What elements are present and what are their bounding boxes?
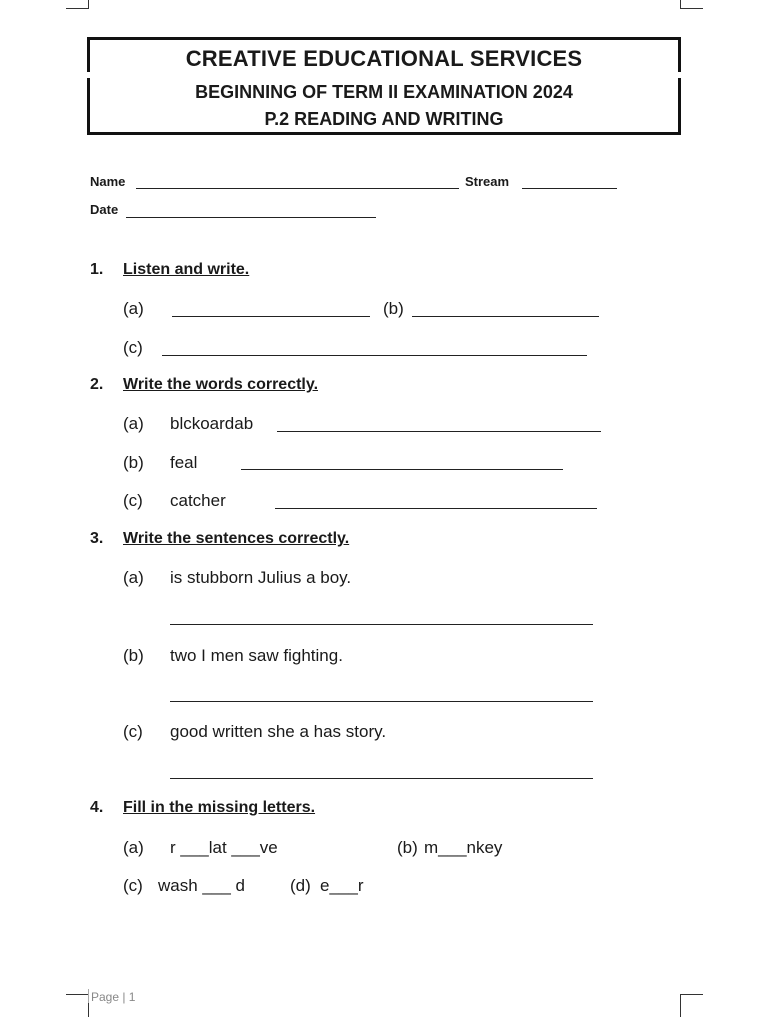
q1-b-answer-line[interactable]	[412, 316, 599, 317]
q4-a-word: r ___lat ___ve	[170, 838, 278, 857]
date-line[interactable]	[126, 217, 376, 218]
question-1-title: Listen and write.	[123, 261, 250, 278]
crop-mark-top-right	[680, 0, 703, 9]
q2-c-word: catcher	[170, 491, 226, 510]
header-border-gap	[87, 72, 90, 78]
stream-label: Stream	[465, 174, 510, 189]
q3-a-label: (a)	[123, 568, 144, 587]
q1-b-label: (b)	[383, 299, 404, 318]
question-2-number: 2.	[90, 376, 104, 393]
q4-c-word: wash ___ d	[158, 876, 245, 895]
crop-mark-top-left	[66, 0, 89, 9]
q4-b-word: m___nkey	[424, 838, 503, 857]
name-line[interactable]	[136, 188, 459, 189]
q1-c-answer-line[interactable]	[162, 355, 587, 356]
q3-c-sentence: good written she a has story.	[170, 722, 387, 741]
question-1-number: 1.	[90, 261, 104, 278]
q1-a-label: (a)	[123, 299, 144, 318]
footer-rule	[88, 989, 89, 1003]
question-3-title: Write the sentences correctly.	[123, 530, 350, 547]
header-border-gap	[678, 72, 681, 78]
question-4-title: Fill in the missing letters.	[123, 799, 316, 816]
q2-c-answer-line[interactable]	[275, 508, 597, 509]
q3-c-answer-line[interactable]	[170, 778, 593, 779]
q2-b-answer-line[interactable]	[241, 469, 563, 470]
q3-a-sentence: is stubborn Julius a boy.	[170, 568, 352, 587]
q3-b-sentence: two I men saw fighting.	[170, 646, 343, 665]
exam-header-box	[87, 37, 681, 135]
exam-title: BEGINNING OF TERM II EXAMINATION 2024	[195, 82, 573, 102]
q2-a-label: (a)	[123, 414, 144, 433]
question-3-number: 3.	[90, 530, 104, 547]
q2-a-answer-line[interactable]	[277, 431, 601, 432]
q4-b-label: (b)	[397, 838, 418, 857]
q2-b-word: feal	[170, 453, 198, 472]
page-number: Page | 1	[91, 990, 136, 1004]
name-label: Name	[90, 174, 126, 189]
q4-d-word: e___r	[320, 876, 364, 895]
q2-a-word: blckoardab	[170, 414, 254, 433]
crop-mark-bottom-right	[680, 994, 703, 1017]
q4-a-label: (a)	[123, 838, 144, 857]
q2-c-label: (c)	[123, 491, 143, 510]
crop-mark-bottom-left	[66, 994, 89, 1017]
q4-c-label: (c)	[123, 876, 143, 895]
q3-b-answer-line[interactable]	[170, 701, 593, 702]
school-name: CREATIVE EDUCATIONAL SERVICES	[185, 46, 583, 71]
q2-b-label: (b)	[123, 453, 144, 472]
question-2-title: Write the words correctly.	[123, 376, 319, 393]
q3-b-label: (b)	[123, 646, 144, 665]
date-label: Date	[90, 202, 119, 217]
q3-a-answer-line[interactable]	[170, 624, 593, 625]
q1-c-label: (c)	[123, 338, 143, 357]
question-4-number: 4.	[90, 799, 104, 816]
q3-c-label: (c)	[123, 722, 143, 741]
paper-title: P.2 READING AND WRITING	[264, 109, 504, 129]
q4-d-label: (d)	[290, 876, 311, 895]
stream-line[interactable]	[522, 188, 617, 189]
q1-a-answer-line[interactable]	[172, 316, 370, 317]
